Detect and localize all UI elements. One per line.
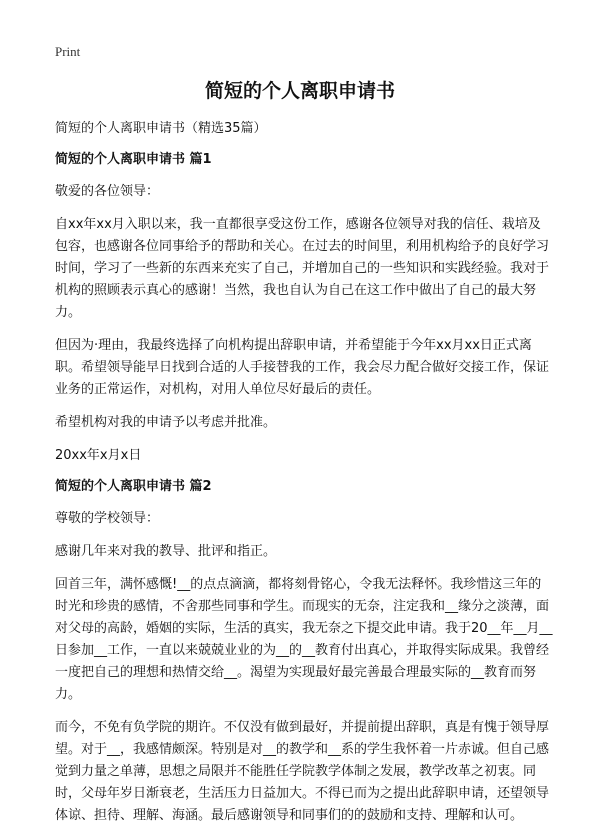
paragraph: 自xx年xx月入职以来，我一直都很享受这份工作，感谢各位领导对我的信任、栽培及包容，也感谢各位同事给予的帮助和关心。在过去的时间里，利用机构给予的良好学习时间，学习了一些新的东西来充实了自己，并增加自己的一些知识和实践经验。我对于机构的照顾表示真心的感谢！当然，我也自认为自己在这工作中做出了自己的最大努力。	[55, 217, 550, 320]
letter-heading-2: 简短的个人离职申请书 篇2	[55, 479, 212, 494]
paragraph: 回首三年，满怀感慨!__的点点滴滴，都将刻骨铭心，令我无法释怀。我珍惜这三年的时光和珍贵的感情，不舍那些同事和学生。而现实的无奈，注定我和__缘分之淡薄，面对父母的高龄，婚姻的实际，生活的真实，我无奈之下提交此申请。我于20__年__月__日参加__工作，一直以来兢兢业业的为__的__教育付出真心，并取得实际成果。我曾经一度把自己的理想和热情交给__。渴望为实现最好最完善最合理最实际的__教育而努力。	[55, 577, 553, 702]
page-title: 简短的个人离职申请书	[204, 80, 395, 102]
paragraph: 感谢几年来对我的教导、批评和指正。	[55, 544, 277, 559]
paragraph: 希望机构对我的申请予以考虑并批准。	[55, 415, 277, 430]
document-body	[55, 118, 553, 838]
paragraph: 但因为·理由，我最终选择了向机构提出辞职申请，并希望能于今年xx月xx日正式离职。希望领导能早日找到合适的人手接替我的工作，我会尽力配合做好交接工作，保证业务的正常运作，对机构，对用人单位尽好最后的责任。	[55, 338, 550, 397]
letter-greeting-1: 敬爱的各位领导：	[55, 184, 160, 199]
document-subtitle: 简短的个人离职申请书（精选35篇）	[55, 121, 267, 136]
letter-greeting-2: 尊敬的学校领导：	[55, 511, 160, 526]
print-link[interactable]: Print	[55, 44, 81, 59]
paragraph: 而今，不免有负学院的期许。不仅没有做到最好，并提前提出辞职，真是有愧于领导厚望。对于__，我感情颇深。特别是对__的教学和__系的学生我怀着一片赤诚。但自己感觉到力量之单薄，思想之局限并不能胜任学院教学体制之发展，教学改革之初衷。同时，父母年岁日渐衰老，生活压力日益加大。不得已而为之提出此辞职申请，还望领导体谅、担待、理解、海涵。最后感谢领导和同事们的的鼓励和支持、理解和认可。	[55, 720, 550, 823]
letter-date: 20xx年x月x日	[55, 448, 142, 463]
letter-heading-1: 简短的个人离职申请书 篇1	[55, 152, 212, 167]
